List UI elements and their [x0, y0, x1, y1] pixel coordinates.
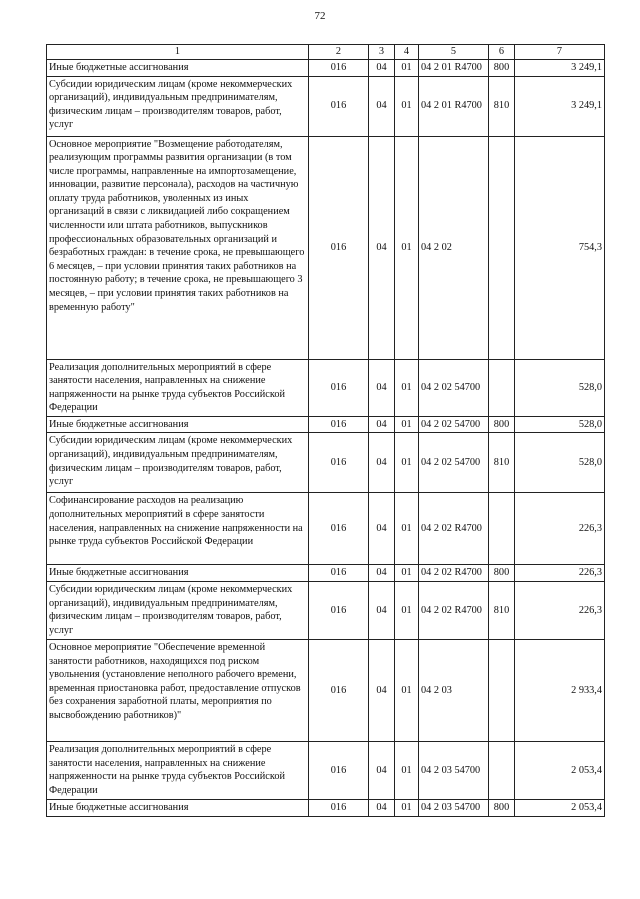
row-name: Иные бюджетные ассигнования: [47, 800, 309, 817]
subsection-code: 01: [395, 582, 419, 640]
subsection-code: 01: [395, 60, 419, 77]
table-row: [47, 76, 605, 136]
subsection-code: 01: [395, 76, 419, 136]
subsection-code: 01: [395, 136, 419, 359]
header-cell: 7: [515, 45, 605, 60]
amount: 528,0: [515, 433, 605, 493]
target-code: 04 2 02: [419, 136, 489, 359]
ministry-code: 016: [309, 640, 369, 742]
row-name: Реализация дополнительных мероприятий в сфере занятости населения, направленных на снижение напряженности на рынке труда субъектов Российской Федерации: [47, 742, 309, 800]
amount: 528,0: [515, 359, 605, 416]
subsection-code: 01: [395, 565, 419, 582]
ministry-code: 016: [309, 136, 369, 359]
table-row: [47, 493, 605, 565]
table-row: [47, 582, 605, 640]
header-cell: 5: [419, 45, 489, 60]
ministry-code: 016: [309, 582, 369, 640]
row-name: Реализация дополнительных мероприятий в сфере занятости населения, направленных на снижение напряженности на рынке труда субъектов Российской Федерации: [47, 359, 309, 416]
target-code: 04 2 01 R4700: [419, 76, 489, 136]
expense-type-code: [489, 359, 515, 416]
table-row: [47, 565, 605, 582]
expense-type-code: [489, 493, 515, 565]
row-name: Иные бюджетные ассигнования: [47, 416, 309, 433]
subsection-code: 01: [395, 640, 419, 742]
expense-type-code: 800: [489, 416, 515, 433]
subsection-code: 01: [395, 416, 419, 433]
amount: 2 933,4: [515, 640, 605, 742]
table-row: [47, 800, 605, 817]
expense-type-code: 800: [489, 800, 515, 817]
table-row: [47, 60, 605, 77]
section-code: 04: [369, 416, 395, 433]
row-name: Субсидии юридическим лицам (кроме некоммерческих организаций), индивидуальным предпринимателям, физическим лицам – производителям товаров, работ, услуг: [47, 433, 309, 493]
target-code: 04 2 03 54700: [419, 742, 489, 800]
subsection-code: 01: [395, 433, 419, 493]
section-code: 04: [369, 800, 395, 817]
section-code: 04: [369, 742, 395, 800]
section-code: 04: [369, 565, 395, 582]
target-code: 04 2 02 54700: [419, 433, 489, 493]
table-row: [47, 640, 605, 742]
page-number: 72: [314, 10, 326, 22]
row-name: Субсидии юридическим лицам (кроме некоммерческих организаций), индивидуальным предпринимателям, физическим лицам – производителям товаров, работ, услуг: [47, 582, 309, 640]
amount: 226,3: [515, 565, 605, 582]
section-code: 04: [369, 582, 395, 640]
ministry-code: 016: [309, 800, 369, 817]
amount: 3 249,1: [515, 60, 605, 77]
row-name: Иные бюджетные ассигнования: [47, 60, 309, 77]
expense-type-code: [489, 640, 515, 742]
header-cell: 4: [395, 45, 419, 60]
ministry-code: 016: [309, 433, 369, 493]
target-code: 04 2 03 54700: [419, 800, 489, 817]
amount: 226,3: [515, 582, 605, 640]
target-code: 04 2 01 R4700: [419, 60, 489, 77]
target-code: 04 2 02 54700: [419, 416, 489, 433]
ministry-code: 016: [309, 742, 369, 800]
amount: 2 053,4: [515, 742, 605, 800]
expense-type-code: [489, 742, 515, 800]
table-row: [47, 136, 605, 359]
expense-type-code: [489, 136, 515, 359]
section-code: 04: [369, 136, 395, 359]
ministry-code: 016: [309, 60, 369, 77]
target-code: 04 2 02 R4700: [419, 582, 489, 640]
row-name: Софинансирование расходов на реализацию дополнительных мероприятий в сфере занятости населения, направленных на снижение напряженности на рынке труда субъектов Российской Федерации: [47, 493, 309, 565]
amount: 3 249,1: [515, 76, 605, 136]
amount: 528,0: [515, 416, 605, 433]
row-name: Основное мероприятие "Возмещение работодателям, реализующим программы развития организации (в том числе программы, направленные на импортозамещение, инновации, развитие персонала), расходов на частичную оплату труда работников, уволенных из иных организаций в связи с ликвидацией либо сокращением численности или штата работников, выпускников профессиональных образовательных организаций и безработных граждан: в течение срока, не превышающего 6 месяцев, – при условии принятия таких работников на постоянную работу; в течение срока, не превышающего 3 месяцев, – при условии принятия таких работников на временную работу": [47, 136, 309, 359]
table-row: [47, 433, 605, 493]
subsection-code: 01: [395, 742, 419, 800]
ministry-code: 016: [309, 416, 369, 433]
target-code: 04 2 03: [419, 640, 489, 742]
table-row: [47, 416, 605, 433]
header-row: [47, 45, 605, 60]
row-name: Основное мероприятие "Обеспечение временной занятости работников, находящихся под риском увольнения (установление неполного рабочего времени, временная приостановка работ, предоставление отпусков без сохранения заработной платы, мероприятия по высвобождению работников)": [47, 640, 309, 742]
amount: 754,3: [515, 136, 605, 359]
subsection-code: 01: [395, 359, 419, 416]
section-code: 04: [369, 60, 395, 77]
table-row: [47, 742, 605, 800]
section-code: 04: [369, 640, 395, 742]
subsection-code: 01: [395, 493, 419, 565]
row-name: Иные бюджетные ассигнования: [47, 565, 309, 582]
section-code: 04: [369, 433, 395, 493]
section-code: 04: [369, 76, 395, 136]
expense-type-code: 800: [489, 565, 515, 582]
ministry-code: 016: [309, 493, 369, 565]
header-cell: 2: [309, 45, 369, 60]
header-cell: 1: [47, 45, 309, 60]
amount: 226,3: [515, 493, 605, 565]
ministry-code: 016: [309, 359, 369, 416]
expense-type-code: 810: [489, 582, 515, 640]
header-cell: 6: [489, 45, 515, 60]
row-name: Субсидии юридическим лицам (кроме некоммерческих организаций), индивидуальным предпринимателям, физическим лицам – производителям товаров, работ, услуг: [47, 76, 309, 136]
target-code: 04 2 02 R4700: [419, 565, 489, 582]
subsection-code: 01: [395, 800, 419, 817]
header-cell: 3: [369, 45, 395, 60]
target-code: 04 2 02 R4700: [419, 493, 489, 565]
budget-table: [46, 44, 605, 817]
expense-type-code: 800: [489, 60, 515, 77]
table-row: [47, 359, 605, 416]
section-code: 04: [369, 359, 395, 416]
ministry-code: 016: [309, 565, 369, 582]
section-code: 04: [369, 493, 395, 565]
amount: 2 053,4: [515, 800, 605, 817]
ministry-code: 016: [309, 76, 369, 136]
target-code: 04 2 02 54700: [419, 359, 489, 416]
expense-type-code: 810: [489, 76, 515, 136]
expense-type-code: 810: [489, 433, 515, 493]
